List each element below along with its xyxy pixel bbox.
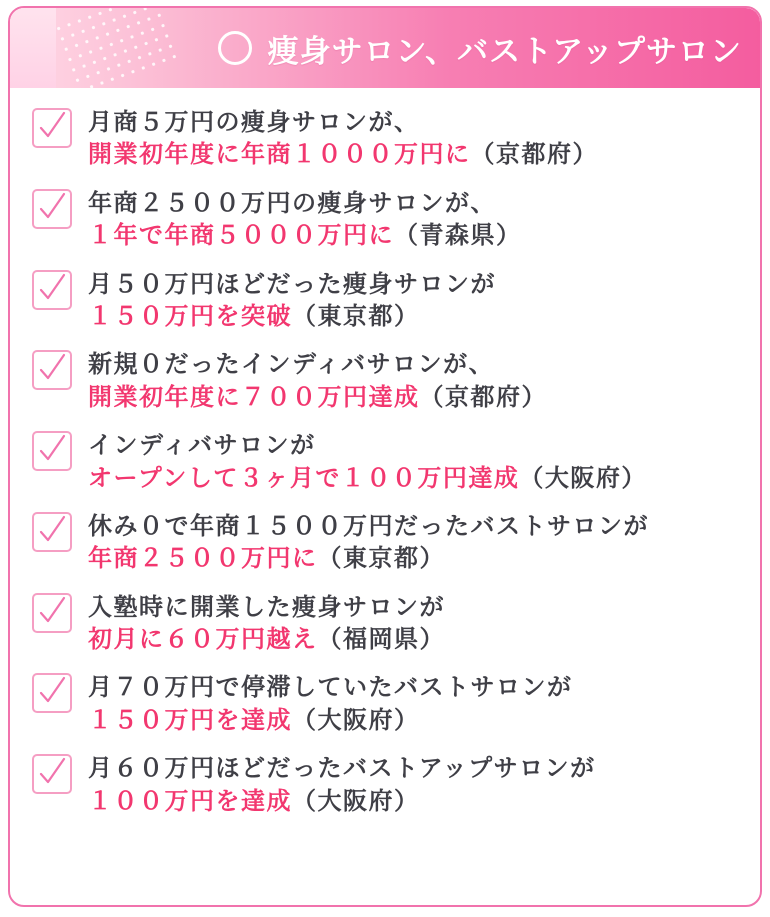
list-item-suffix: （東京都） bbox=[292, 302, 420, 330]
header-corner-block bbox=[10, 8, 56, 88]
list-item-highlight: １５０万円を達成 bbox=[88, 706, 292, 734]
list-item bbox=[32, 268, 744, 334]
list-item-line1: 入塾時に開業した痩身サロンが bbox=[88, 593, 445, 621]
checkmark-icon bbox=[32, 350, 72, 390]
checkmark-icon bbox=[32, 431, 72, 471]
list-item-highlight: 開業初年度に年商１０００万円に bbox=[88, 141, 471, 169]
list-item bbox=[32, 752, 744, 818]
list-item-line1: 月５０万円ほどだった痩身サロンが bbox=[88, 270, 496, 298]
list-item-highlight: オープンして３ヶ月で１００万円達成 bbox=[88, 464, 520, 492]
list-item-text bbox=[88, 510, 649, 576]
list-item bbox=[32, 510, 744, 576]
checkmark-icon bbox=[32, 270, 72, 310]
list-item-highlight: 開業初年度に７００万円達成 bbox=[88, 383, 420, 411]
list-item-suffix: （京都府） bbox=[470, 141, 598, 169]
checkmark-icon bbox=[32, 673, 72, 713]
list-item-suffix: （福岡県） bbox=[317, 626, 445, 654]
circle-outline-icon bbox=[218, 31, 252, 65]
list-item bbox=[32, 348, 744, 414]
list-item-text bbox=[88, 106, 598, 172]
card-header bbox=[10, 8, 760, 88]
results-card bbox=[8, 6, 762, 907]
list-item-suffix: （大阪府） bbox=[519, 464, 647, 492]
list-item-text bbox=[88, 591, 445, 657]
list-item bbox=[32, 591, 744, 657]
list-item-suffix: （京都府） bbox=[419, 383, 547, 411]
header-dot-pattern bbox=[52, 6, 183, 100]
list-item-highlight: 年商２５００万円に bbox=[88, 545, 318, 573]
list-item-text bbox=[88, 429, 647, 495]
page-title: 痩身サロン、バストアップサロン bbox=[267, 33, 742, 69]
header-title-wrap bbox=[218, 26, 742, 71]
list-item-line1: 休み０で年商１５００万円だったバストサロンが bbox=[88, 512, 649, 540]
list-item-line1: 新規０だったインディバサロンが、 bbox=[88, 351, 495, 379]
list-item-text bbox=[88, 752, 596, 818]
list-item-line1: 月７０万円で停滞していたバストサロンが bbox=[88, 674, 573, 702]
checkmark-icon bbox=[32, 108, 72, 148]
list-item-suffix: （大阪府） bbox=[292, 706, 420, 734]
list-item-text bbox=[88, 348, 547, 414]
checkmark-icon bbox=[32, 754, 72, 794]
list-item-highlight: １年で年商５０００万円に bbox=[88, 222, 394, 250]
list-item-suffix: （東京都） bbox=[317, 545, 445, 573]
checkmark-icon bbox=[32, 593, 72, 633]
list-item bbox=[32, 106, 744, 172]
list-item-line1: インディバサロンが bbox=[88, 432, 316, 460]
checkmark-icon bbox=[32, 512, 72, 552]
list-item-suffix: （青森県） bbox=[394, 222, 522, 250]
list-item-line1: 年商２５００万円の痩身サロンが、 bbox=[88, 189, 496, 217]
list-item-highlight: １００万円を達成 bbox=[88, 787, 292, 815]
list-item-line1: 月６０万円ほどだったバストアップサロンが bbox=[88, 755, 596, 783]
list-item-highlight: １５０万円を突破 bbox=[88, 302, 292, 330]
checkmark-icon bbox=[32, 189, 72, 229]
list-item-text bbox=[88, 268, 496, 334]
list-item-suffix: （大阪府） bbox=[292, 787, 420, 815]
list-item-highlight: 初月に６０万円越え bbox=[88, 626, 318, 654]
list-item-text bbox=[88, 187, 522, 253]
list-item bbox=[32, 429, 744, 495]
list-item-text bbox=[88, 671, 573, 737]
list-item bbox=[32, 671, 744, 737]
list-item bbox=[32, 187, 744, 253]
achievement-list bbox=[10, 88, 760, 843]
list-item-line1: 月商５万円の痩身サロンが、 bbox=[88, 109, 420, 136]
